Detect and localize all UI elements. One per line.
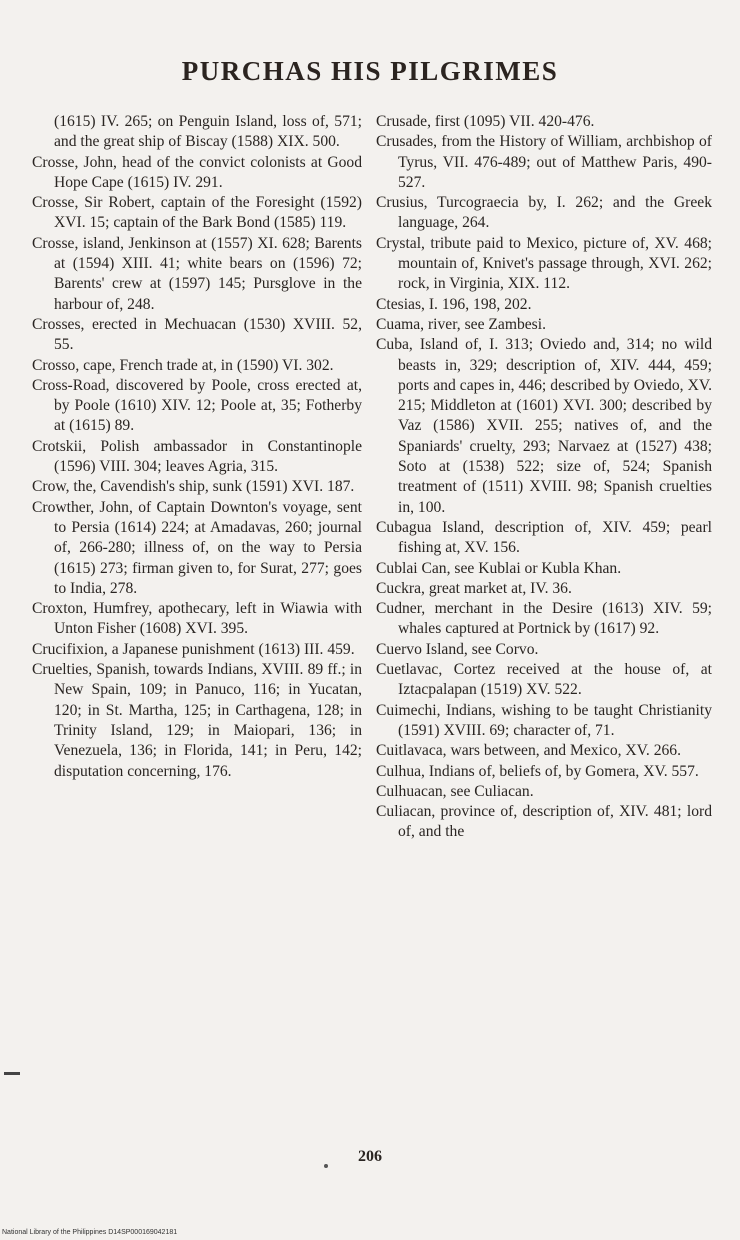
index-entry: Crucifixion, a Japanese punishment (1613) III. 459. [32, 640, 355, 658]
index-entry: Cudner, merchant in the Desire (1613) XIV. 59; whales captured at Portnick by (1617) 92. [376, 600, 712, 638]
index-entry: Crotskii, Polish ambassador in Constantinople (1596) VIII. 304; leaves Agria, 315. [32, 437, 362, 476]
index-entry: Cuama, river, see Zambesi. [376, 315, 546, 333]
index-entry: Cubagua Island, description of, XIV. 459; pearl fishing at, XV. 156. [376, 518, 712, 557]
index-entry: Cuervo Island, see Corvo. [376, 640, 539, 658]
index-entry: Crosso, cape, French trade at, in (1590) VI. 302. [32, 356, 334, 374]
index-entry: Ctesias, I. 196, 198, 202. [376, 295, 532, 313]
page-title: PURCHAS HIS PILGRIMES [181, 56, 559, 86]
index-entry: Crusius, Turcograecia by, I. 262; and the Greek language, 264. [376, 194, 712, 232]
index-entry: Cuckra, great market at, IV. 36. [376, 579, 572, 597]
index-entry: Crow, the, Cavendish's ship, sunk (1591) XVI. 187. [32, 478, 355, 496]
index-entry: Crusades, from the History of William, archbishop of Tyrus, VII. 476-489; out of Matthew Paris, 490-527. [376, 133, 712, 191]
index-entry: Crystal, tribute paid to Mexico, picture of, XV. 468; mountain of, Knivet's passage through, XVI. 262; rock, in Virginia, XIX. 112. [376, 234, 712, 293]
index-entry: Croxton, Humfrey, apothecary, left in Wiawia with Unton Fisher (1608) XVI. 395. [32, 600, 362, 638]
right-column [376, 112, 712, 843]
index-entry: Cuetlavac, Cortez received at the house of, at Iztacpalapan (1519) XV. 522. [376, 661, 712, 699]
index-entry: Culiacan, province of, description of, XIV. 481; lord of, and the [376, 803, 712, 841]
index-entry: Crosse, John, head of the convict colonists at Good Hope Cape (1615) IV. 291. [32, 153, 362, 191]
index-entry: Cuitlavaca, wars between, and Mexico, XV. 266. [376, 742, 682, 760]
index-entry: Cuba, Island of, I. 313; Oviedo and, 314; no wild beasts in, 329; description of, XIV. 444, 459; ports and capes in, 446; described by Oviedo, XV. 215; Middleton at (1601) XVI. 300; described by Vaz (1586) XVII. 255; natives of, and the Spaniards' cruelty, 293; Narvaez at (1527) 438; Soto at (1538) 522; size of, 524; Spanish treatment of (1511) XVIII. 98; Spanish cruelties in, 100. [376, 336, 712, 516]
left-column [32, 112, 362, 782]
index-entry: (1615) IV. 265; on Penguin Island, loss of, 571; and the great ship of Biscay (1588) XIX. 500. [54, 113, 362, 151]
index-entry: Crosse, island, Jenkinson at (1557) XI. 628; Barents at (1594) XIII. 41; white bears on (1596) 72; Barents' crew at (1597) 145; Pursglove in the harbour of, 248. [32, 234, 362, 313]
index-entry: Crowther, John, of Captain Downton's voyage, sent to Persia (1614) 224; at Amadavas, 260; journal of, 266-280; illness of, on the way to Persia (1615) 273; firman given to, for Surat, 277; goes to India, 278. [32, 498, 362, 597]
margin-mark [4, 1072, 20, 1075]
index-entry: Cublai Can, see Kublai or Kubla Khan. [376, 559, 622, 577]
index-entry: Cuimechi, Indians, wishing to be taught Christianity (1591) XVIII. 69; character of, 71. [376, 701, 712, 739]
index-entry: Crusade, first (1095) VII. 420-476. [376, 113, 595, 130]
index-entry: Crosse, Sir Robert, captain of the Foresight (1592) XVI. 15; captain of the Bark Bond (1585) 119. [32, 194, 362, 232]
index-entry: Cruelties, Spanish, towards Indians, XVIII. 89 ff.; in New Spain, 109; in Panuco, 116; in Yucatan, 120; in St. Martha, 125; in Carthagena, 128; in Trinity Island, 129; in Maiopari, 136; in Venezuela, 136; in Florida, 141; in Peru, 142; disputation concerning, 176. [32, 661, 362, 780]
page-number: 206 [358, 1148, 382, 1165]
index-entry: Culhuacan, see Culiacan. [376, 782, 534, 800]
index-entry: Crosses, erected in Mechuacan (1530) XVIII. 52, 55. [32, 315, 362, 354]
index-entry: Culhua, Indians of, beliefs of, by Gomera, XV. 557. [376, 762, 699, 780]
scan-footer: National Library of the Philippines D14SP000169042181 [2, 1229, 178, 1236]
index-entry: Cross-Road, discovered by Poole, cross erected at, by Poole (1610) XIV. 12; Poole at, 35; Fotherby at (1615) 89. [32, 376, 362, 435]
ink-dot [324, 1164, 328, 1168]
